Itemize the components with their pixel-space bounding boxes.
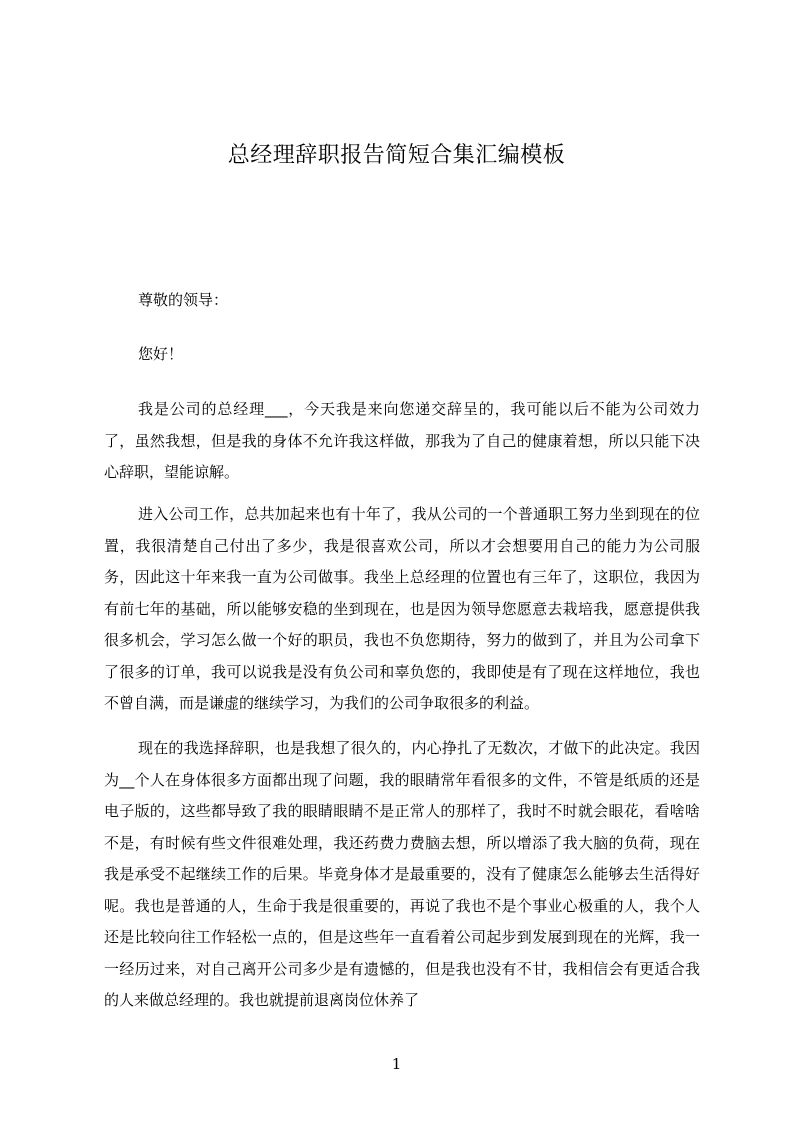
page-number: 1 — [391, 1055, 402, 1073]
body-paragraph-3: 现在的我选择辞职，也是我想了很久的，内心挣扎了无数次，才做下的此决定。我因为__个人在身体很多方面都出现了问题，我的眼睛常年看很多的文件，不管是纸质的还是电子版的，这些都导致了我的眼睛眼睛不是正常人的那样了，我时不时就会眼花，看啥啥不是，有时候有些文件很难处理，我还药费力费脑去想，所以增添了我大脑的负荷，现在我是承受不起继续工作的后果。毕竟身体才是最重要的，没有了健康怎么能够去生活得好呢。我也是普通的人，生命于我是很重要的，再说了我也不是个事业心极重的人，我个人还是比较向往工作轻松一点的，但是这些年一直看着公司起步到发展到现在的光辉，我一一经历过来，对自己离开公司多少是有遗憾的，但是我也没有不甘，我相信会有更适合我的人来做总经理的。我也就提前退离岗位休养了 — [104, 739, 700, 1009]
body-paragraph-1: 我是公司的总经理___，今天我是来向您递交辞呈的，我可能以后不能为公司效力了，虽然我想，但是我的身体不允许我这样做，那我为了自己的健康着想，所以只能下决心辞职，望能谅解。 — [104, 400, 700, 481]
body-paragraph-2: 进入公司工作，总共加起来也有十年了，我从公司的一个普通职工努力坐到现在的位置，我很清楚自己付出了多少，我是很喜欢公司，所以才会想要用自己的能力为公司服务，因此这十年来我一直为公司做事。我坐上总经理的位置也有三年了，这职位，我因为有前七年的基础，所以能够安稳的坐到现在，也是因为领导您愿意去栽培我，愿意提供我很多机会，学习怎么做一个好的职员，我也不负您期待，努力的做到了，并且为公司拿下了很多的订单，我可以说我是没有负公司和辜负您的，我即使是有了现在这样地位，我也不曾自满，而是谦虚的继续学习，为我们的公司争取很多的利益。 — [104, 505, 700, 712]
greeting-line: 您好！ — [138, 345, 184, 363]
document-title: 总经理辞职报告简短合集汇编模板 — [227, 143, 566, 168]
salutation-line: 尊敬的领导： — [138, 291, 229, 309]
